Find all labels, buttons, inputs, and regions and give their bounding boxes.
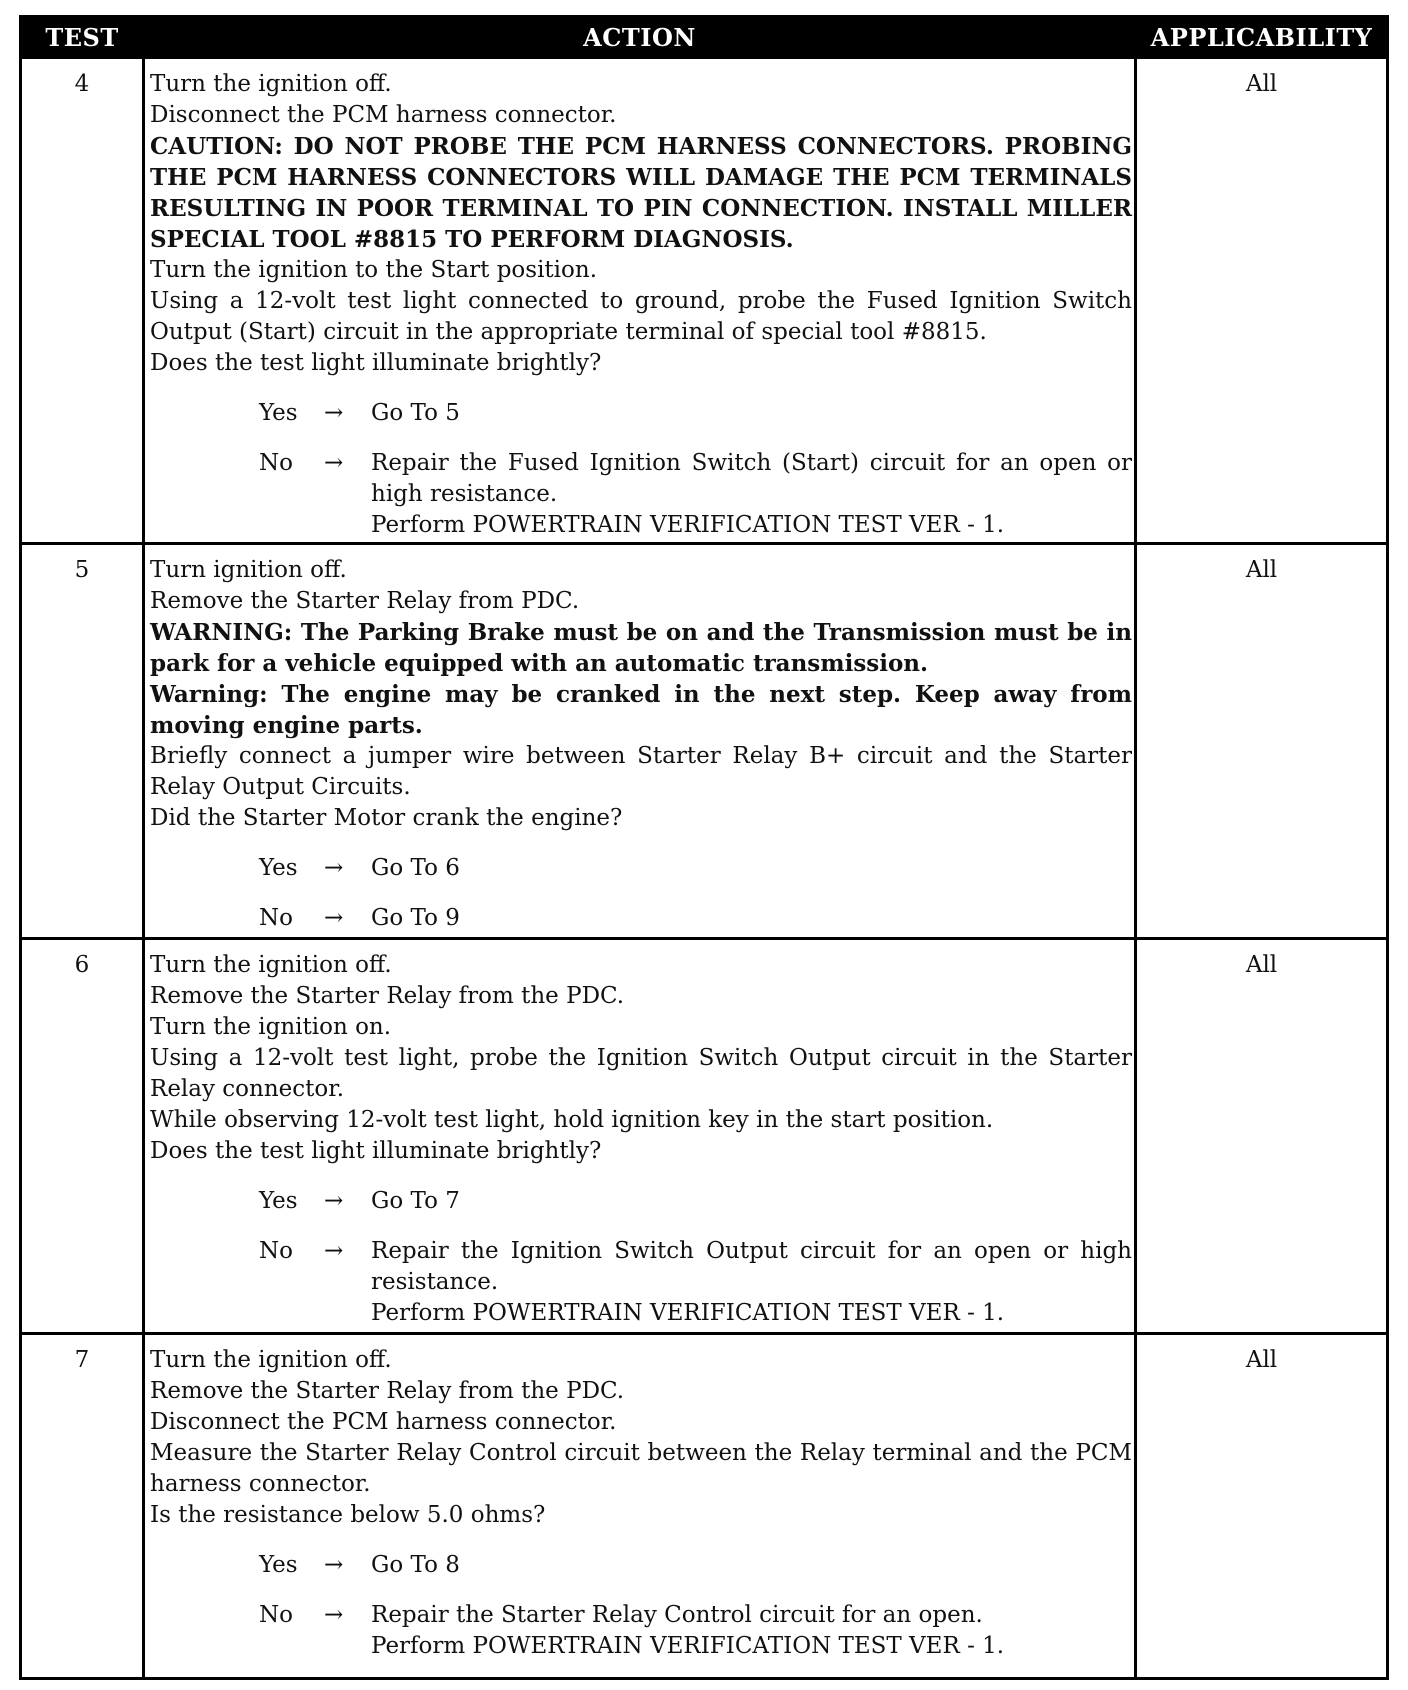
header-test: TEST bbox=[22, 18, 142, 59]
action-line: Measure the Starter Relay Control circuit between the Relay terminal and the PCM harness connector. bbox=[150, 1440, 1132, 1497]
caution-text: CAUTION: DO NOT PROBE THE PCM HARNESS CONNECTORS. PROBING THE PCM HARNESS CONNECTORS WILL DAMAGE THE PCM TERMINALS RESULTING IN POOR TERMINAL TO PIN CONNECTION. INSTALL MILLER SPECIAL TOOL #8815 TO PERFORM DIAGNOSIS. bbox=[150, 133, 1132, 253]
arrow-icon: → bbox=[324, 1188, 344, 1214]
test-number: 4 bbox=[74, 71, 90, 97]
yes-label: Yes bbox=[259, 400, 298, 426]
no-branch bbox=[150, 1600, 1132, 1662]
header-applicability: APPLICABILITY bbox=[1137, 18, 1386, 59]
arrow-icon: → bbox=[324, 1602, 344, 1628]
arrow-icon: → bbox=[324, 400, 344, 426]
yes-branch bbox=[150, 398, 1132, 429]
applicability-value: All bbox=[1245, 1347, 1278, 1373]
verification-instruction: Perform POWERTRAIN VERIFICATION TEST VER - 1. bbox=[371, 1633, 1005, 1659]
applicability-value: All bbox=[1245, 71, 1278, 97]
action-cell bbox=[150, 1345, 1132, 1662]
yes-result: Go To 7 bbox=[371, 1188, 460, 1214]
no-result: Repair the Starter Relay Control circuit for an open. bbox=[371, 1602, 983, 1628]
no-result: Repair the Fused Ignition Switch (Start) circuit for an open or high resistance. bbox=[371, 450, 1132, 507]
action-cell bbox=[150, 555, 1132, 934]
table-row bbox=[22, 545, 1386, 937]
yes-result: Go To 6 bbox=[371, 855, 460, 881]
warning-text: WARNING: The Parking Brake must be on and the Transmission must be in park for a vehicle equipped with an automatic transmission. bbox=[150, 619, 1132, 677]
applicability-value: All bbox=[1245, 557, 1278, 583]
question-text: Is the resistance below 5.0 ohms? bbox=[150, 1502, 546, 1528]
no-branch bbox=[150, 903, 1132, 934]
no-branch bbox=[150, 1236, 1132, 1329]
question-text: Does the test light illuminate brightly? bbox=[150, 1138, 602, 1164]
action-line: Turn the ignition off. bbox=[150, 71, 392, 97]
action-line: While observing 12-volt test light, hold ignition key in the start position. bbox=[150, 1107, 994, 1133]
table-row bbox=[22, 59, 1386, 542]
yes-branch bbox=[150, 1186, 1132, 1217]
action-line: Turn the ignition on. bbox=[150, 1014, 392, 1040]
yes-label: Yes bbox=[259, 1552, 298, 1578]
action-line: Remove the Starter Relay from the PDC. bbox=[150, 983, 625, 1009]
action-line: Using a 12-volt test light, probe the Ignition Switch Output circuit in the Starter Relay connector. bbox=[150, 1045, 1132, 1102]
action-line: Using a 12-volt test light connected to ground, probe the Fused Ignition Switch Output (Start) circuit in the appropriate terminal of special tool #8815. bbox=[150, 288, 1132, 345]
action-line: Disconnect the PCM harness connector. bbox=[150, 1409, 617, 1435]
diagnostic-table bbox=[19, 15, 1389, 1680]
yes-result: Go To 5 bbox=[371, 400, 460, 426]
action-line: Turn ignition off. bbox=[150, 557, 347, 583]
table-row bbox=[22, 940, 1386, 1332]
arrow-icon: → bbox=[324, 905, 344, 931]
action-line: Disconnect the PCM harness connector. bbox=[150, 102, 617, 128]
header-action: ACTION bbox=[145, 18, 1134, 59]
yes-branch bbox=[150, 1550, 1132, 1581]
table-row bbox=[22, 1335, 1386, 1677]
no-label: No bbox=[259, 1602, 293, 1628]
yes-label: Yes bbox=[259, 855, 298, 881]
test-number: 5 bbox=[74, 557, 90, 583]
action-line: Turn the ignition to the Start position. bbox=[150, 257, 598, 283]
action-cell bbox=[150, 950, 1132, 1329]
test-number: 7 bbox=[74, 1347, 90, 1373]
no-result: Repair the Ignition Switch Output circuit for an open or high resistance. bbox=[371, 1238, 1132, 1295]
no-result: Go To 9 bbox=[371, 905, 460, 931]
action-line: Briefly connect a jumper wire between Starter Relay B+ circuit and the Starter Relay Output Circuits. bbox=[150, 743, 1132, 800]
question-text: Did the Starter Motor crank the engine? bbox=[150, 805, 623, 831]
action-line: Remove the Starter Relay from PDC. bbox=[150, 588, 580, 614]
action-line: Turn the ignition off. bbox=[150, 1347, 392, 1373]
action-cell bbox=[150, 69, 1132, 541]
yes-label: Yes bbox=[259, 1188, 298, 1214]
arrow-icon: → bbox=[324, 1238, 344, 1264]
yes-branch bbox=[150, 853, 1132, 884]
arrow-icon: → bbox=[324, 450, 344, 476]
verification-instruction: Perform POWERTRAIN VERIFICATION TEST VER - 1. bbox=[371, 1300, 1005, 1326]
no-label: No bbox=[259, 450, 293, 476]
question-text: Does the test light illuminate brightly? bbox=[150, 350, 602, 376]
applicability-value: All bbox=[1245, 952, 1278, 978]
action-line: Remove the Starter Relay from the PDC. bbox=[150, 1378, 625, 1404]
yes-result: Go To 8 bbox=[371, 1552, 460, 1578]
test-number: 6 bbox=[74, 952, 90, 978]
no-label: No bbox=[259, 1238, 293, 1264]
arrow-icon: → bbox=[324, 1552, 344, 1578]
verification-instruction: Perform POWERTRAIN VERIFICATION TEST VER - 1. bbox=[371, 512, 1005, 538]
arrow-icon: → bbox=[324, 855, 344, 881]
action-line: Turn the ignition off. bbox=[150, 952, 392, 978]
no-label: No bbox=[259, 905, 293, 931]
warning-text: Warning: The engine may be cranked in the next step. Keep away from moving engine parts. bbox=[150, 681, 1132, 739]
no-branch bbox=[150, 448, 1132, 541]
